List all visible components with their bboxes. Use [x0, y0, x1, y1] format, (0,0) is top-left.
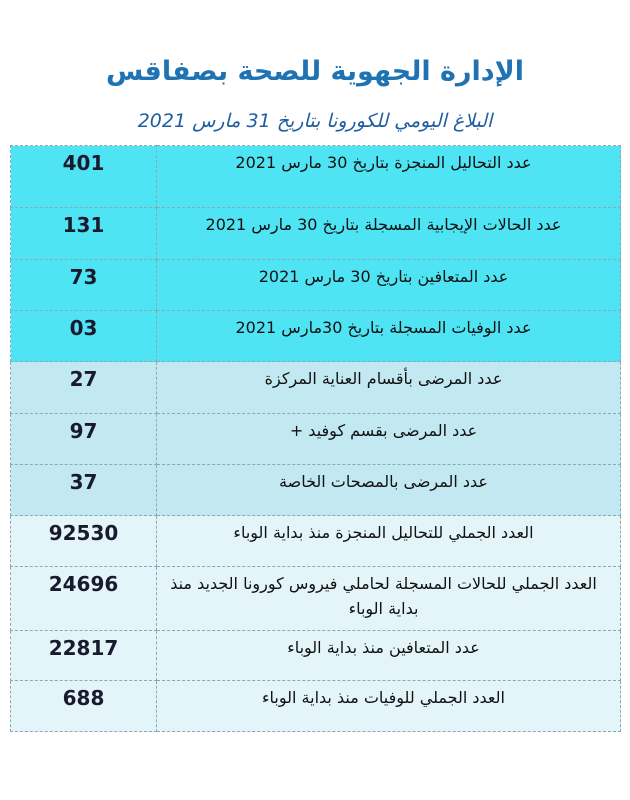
stat-value: 131 — [11, 208, 157, 260]
stat-label: عدد الوفيات المسجلة بتاريخ 30مارس 2021 — [157, 311, 621, 362]
stat-label: عدد المتعافين منذ بداية الوباء — [157, 631, 621, 681]
table-row — [11, 567, 621, 631]
stat-label: العدد الجملي للتحاليل المنجزة منذ بداية الوباء — [157, 516, 621, 567]
stat-value: 37 — [11, 465, 157, 516]
report-subtitle: البلاغ اليومي للكورونا بتاريخ 31 مارس 2021 — [137, 110, 493, 132]
table-row — [11, 362, 621, 414]
stat-label: العدد الجملي للحالات المسجلة لحاملي فيروس كورونا الجديد منذ بداية الوباء — [157, 567, 621, 631]
stat-value: 03 — [11, 311, 157, 362]
stats-table — [10, 145, 621, 732]
table-row — [11, 681, 621, 732]
stat-label: عدد المرضى بقسم كوفيد + — [157, 414, 621, 465]
stat-value: 401 — [11, 146, 157, 208]
table-row — [11, 260, 621, 311]
stat-value: 92530 — [11, 516, 157, 567]
table-row — [11, 631, 621, 681]
stat-label: العدد الجملي للوفيات منذ بداية الوباء — [157, 681, 621, 732]
stat-label: عدد المرضى بالمصحات الخاصة — [157, 465, 621, 516]
stat-value: 22817 — [11, 631, 157, 681]
table-row — [11, 414, 621, 465]
stat-label: عدد المرضى بأقسام العناية المركزة — [157, 362, 621, 414]
stat-value: 24696 — [11, 567, 157, 631]
table-row — [11, 146, 621, 208]
stat-value: 73 — [11, 260, 157, 311]
table-row — [11, 208, 621, 260]
page-title: الإدارة الجهوية للصحة بصفاقس — [105, 56, 525, 87]
stat-value: 97 — [11, 414, 157, 465]
stat-label: عدد الحالات الإيجابية المسجلة بتاريخ 30 مارس 2021 — [157, 208, 621, 260]
stat-value: 688 — [11, 681, 157, 732]
table-row — [11, 465, 621, 516]
table-row — [11, 516, 621, 567]
table-row — [11, 311, 621, 362]
stat-value: 27 — [11, 362, 157, 414]
stat-label: عدد المتعافين بتاريخ 30 مارس 2021 — [157, 260, 621, 311]
stat-label: عدد التحاليل المنجزة بتاريخ 30 مارس 2021 — [157, 146, 621, 208]
